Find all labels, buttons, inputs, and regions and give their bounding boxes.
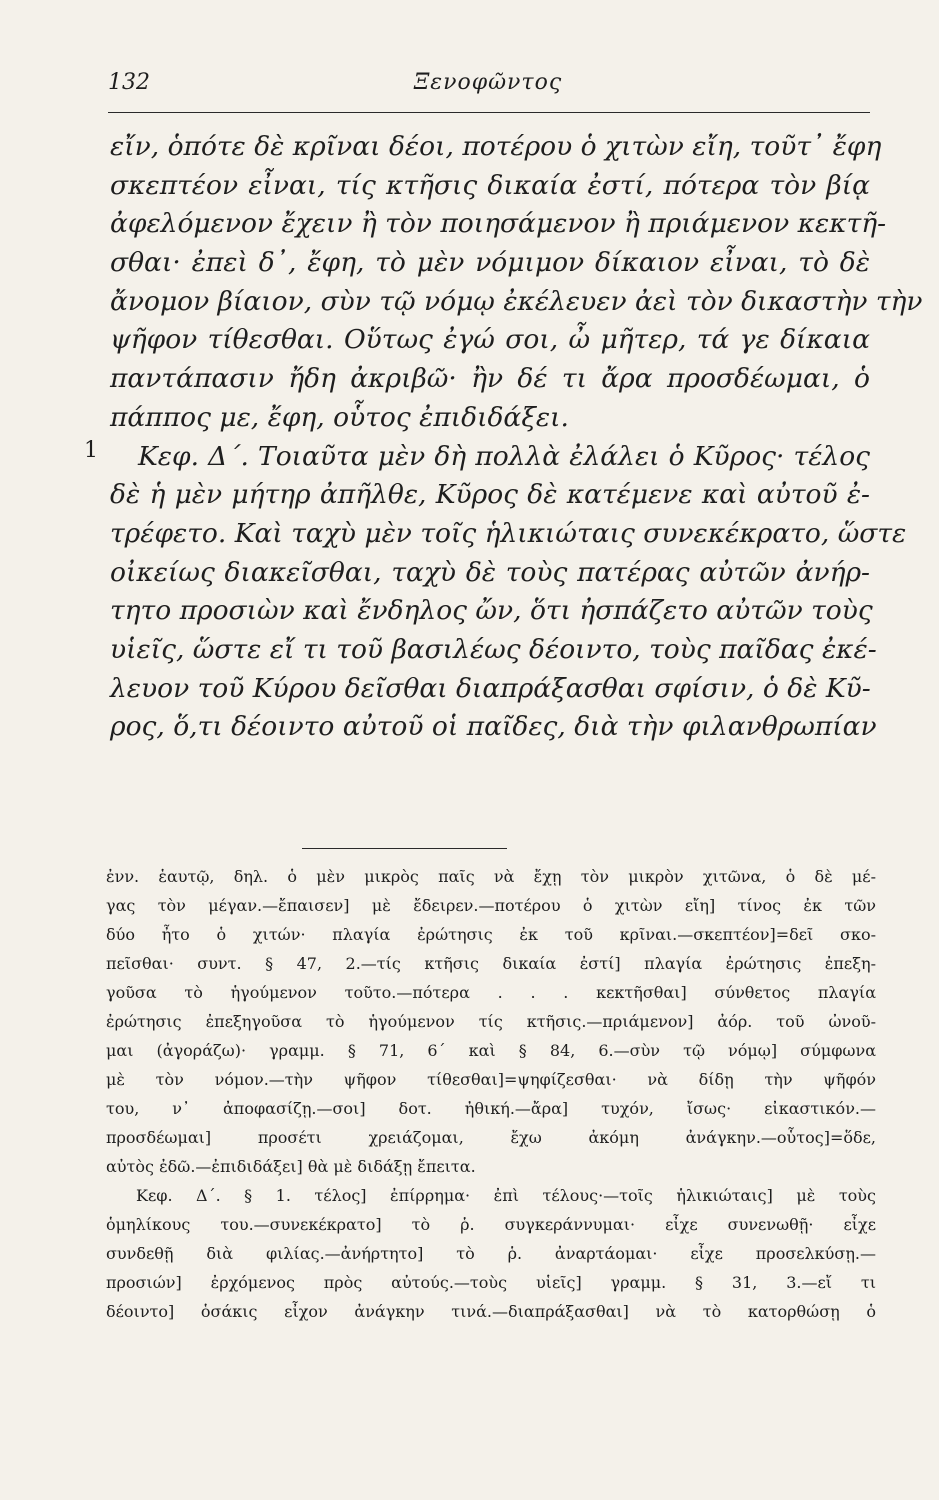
text-line: τρέφετο. Καὶ ταχὺ μὲν τοῖς ἡλικιώταις συνεκέκρατο, ὥστε (110, 517, 907, 549)
footnote-line: ἐρώτησις ἐπεξηγοῦσα τὸ ἡγούμενον τίς κτῆσις.—πριάμενον] ἀόρ. τοῦ ὠνοῦ- (106, 1012, 876, 1031)
footnotes (106, 862, 876, 1326)
footnote-line: δύο ἦτο ὁ χιτών· πλαγία ἐρώτησις ἐκ τοῦ κρῖναι.—σκεπτέον]=δεῖ σκο- (106, 925, 876, 944)
footnote-line: προσιών] ἐρχόμενος πρὸς αὐτούς.—τοὺς υἱεῖς] γραμμ. § 31, 3.—εἴ τι (106, 1273, 876, 1292)
text-line: Κεφ. Δ΄. Τοιαῦτα μὲν δὴ πολλὰ ἐλάλει ὁ Κῦρος· τέλος (138, 440, 870, 472)
text-line: εἴν, ὁπότε δὲ κρῖναι δέοι, ποτέρου ὁ χιτὼν εἴη, τοῦτ᾽ ἔφη (110, 131, 882, 162)
footnote-line: ἐνν. ἑαυτῷ, δηλ. ὁ μὲν μικρὸς παῖς νὰ ἔχῃ τὸν μικρὸν χιτῶνα, ὁ δὲ μέ- (106, 867, 876, 886)
margin-section-number: 1 (84, 437, 98, 463)
text-line: σθαι· ἐπεὶ δ᾽, ἔφη, τὸ μὲν νόμιμον δίκαιον εἶναι, τὸ δὲ (110, 247, 870, 279)
text-line: δὲ ἡ μὲν μήτηρ ἀπῆλθε, Κῦρος δὲ κατέμενε καὶ αὐτοῦ ἐ- (110, 479, 870, 511)
text-line: ψῆφον τίθεσθαι. Οὕτως ἐγώ σοι, ὦ μῆτερ, τά γε δίκαια (110, 324, 870, 356)
footnote-line: ὁμηλίκους του.—συνεκέκρατο] τὸ ῥ. συγκεράννυμαι· εἶχε συνενωθῇ· εἶχε (106, 1215, 876, 1234)
footnote-line: μὲ τὸν νόμον.—τὴν ψῆφον τίθεσθαι]=ψηφίζεσθαι· νὰ δίδῃ τὴν ψῆφόν (106, 1070, 876, 1089)
section-start (84, 437, 870, 477)
header-rule (108, 112, 870, 113)
text-line: υἱεῖς, ὥστε εἴ τι τοῦ βασιλέως δέοιντο, τοὺς παῖδας ἐκέ- (110, 633, 877, 665)
footnote-rule (302, 848, 507, 849)
text-line: σκεπτέον εἶναι, τίς κτῆσις δικαία ἐστί, πότερα τὸν βίᾳ (110, 169, 870, 201)
footnote-line: Κεφ. Δ΄. § 1. τέλος] ἐπίρρημα· ἐπὶ τέλους·—τοῖς ἡλικιώταις] μὲ τοὺς (136, 1186, 876, 1205)
footnote-line: πεῖσθαι· συντ. § 47, 2.—τίς κτῆσις δικαία ἐστί] πλαγία ἐρώτησις ἐπεξη- (106, 954, 876, 973)
footnote-line: δέοιντο] ὁσάκις εἶχον ἀνάγκην τινά.—διαπράξασθαι] νὰ τὸ κατορθώσῃ ὁ (106, 1302, 876, 1321)
text-line: ἀφελόμενον ἔχειν ἢ τὸν ποιησάμενον ἢ πριάμενον κεκτῆ- (110, 208, 887, 240)
main-text (84, 128, 923, 747)
text-line: τητο προσιὼν καὶ ἔνδηλος ὤν, ὅτι ἠσπάζετο αὐτῶν τοὺς (110, 595, 873, 627)
page-header (108, 70, 868, 106)
footnote-line: αὐτὸς ἐδῶ.—ἐπιδιδάξει] θὰ μὲ διδάξῃ ἔπειτα. (106, 1157, 476, 1176)
page-number: 132 (108, 70, 150, 95)
footnote-line: προσδέωμαι] προσέτι χρειάζομαι, ἔχω ἀκόμη ἀνάγκην.—οὗτος]=ὅδε, (106, 1128, 876, 1147)
text-line: ρος, ὅ,τι δέοιντο αὐτοῦ οἱ παῖδες, διὰ τὴν φιλανθρωπίαν (110, 711, 877, 743)
footnote-line: μαι (ἀγοράζω)· γραμμ. § 71, 6΄ καὶ § 84, 6.—σὺν τῷ νόμῳ] σύμφωνα (106, 1041, 876, 1060)
text-line: παντάπασιν ἤδη ἀκριβῶ· ἢν δέ τι ἄρα προσδέωμαι, ὁ (110, 363, 870, 395)
text-line: ἄνομον βίαιον, σὺν τῷ νόμῳ ἐκέλευεν ἀεὶ τὸν δικαστὴν τὴν (110, 285, 923, 317)
text-line: οἰκείως διακεῖσθαι, ταχὺ δὲ τοὺς πατέρας αὐτῶν ἀνήρ- (110, 556, 870, 588)
text-line: λευον τοῦ Κύρου δεῖσθαι διαπράξασθαι σφίσιν, ὁ δὲ Κῦ- (110, 672, 871, 704)
footnote-line: γας τὸν μέγαν.—ἔπαισεν] μὲ ἔδειρεν.—ποτέρου ὁ χιτὼν εἴη] τίνος ἐκ τῶν (106, 896, 876, 915)
footnote-line: του, ν᾽ ἀποφασίζῃ.—σοι] δοτ. ἠθική.—ἄρα] τυχόν, ἴσως· εἰκαστικόν.— (106, 1099, 876, 1118)
text-line: πάππος με, ἔφη, οὗτος ἐπιδιδάξει. (110, 401, 569, 433)
running-title: Ξενοφῶντος (413, 70, 563, 95)
footnote-line: γοῦσα τὸ ἡγούμενον τοῦτο.—πότερα . . . κεκτῆσθαι] σύνθετος πλαγία (106, 983, 876, 1002)
footnote-line: συνδεθῇ διὰ φιλίας.—ἀνήρτητο] τὸ ῥ. ἀναρτάομαι· εἶχε προσελκύσῃ.— (106, 1244, 876, 1263)
